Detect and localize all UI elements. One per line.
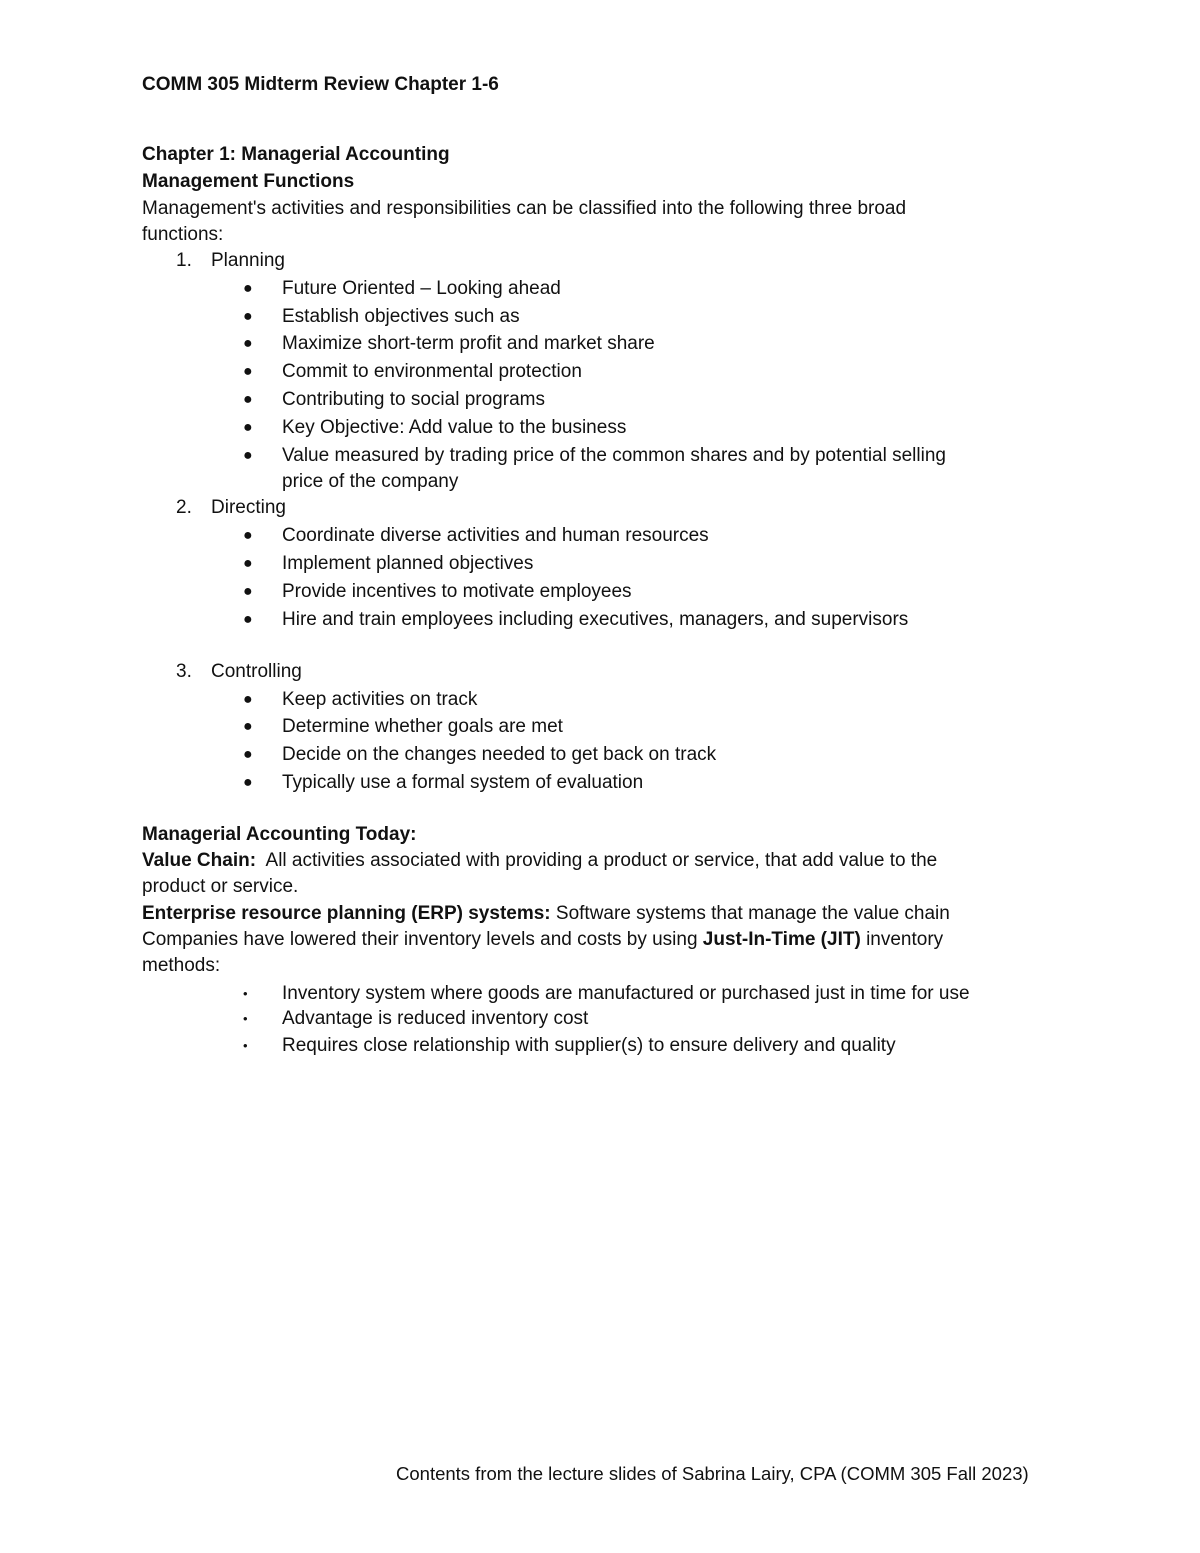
list-item: Implement planned objectives [282,553,534,574]
list-item: Advantage is reduced inventory cost [282,1008,589,1029]
erp-definition: Software systems that manage the value chain [550,903,950,924]
list-number: 1. [176,250,192,271]
list-item: Value measured by trading price of the common shares and by potential selling [282,445,946,466]
erp-line [142,901,950,927]
jit-line [142,927,943,953]
bullet-icon: ● [243,718,253,735]
list-item: Maximize short-term profit and market share [282,333,655,354]
value-chain-definition: All activities associated with providing a product or service, that add value to the [256,850,938,871]
list-item: Commit to environmental protection [282,361,582,382]
list-item: Decide on the changes needed to get back on track [282,744,717,765]
intro-text-line-1: Management's activities and responsibilities can be classified into the following three broad [142,198,907,219]
bullet-icon: ● [243,611,253,628]
bullet-icon: ● [243,691,253,708]
list-item: Contributing to social programs [282,389,545,410]
bullet-icon: ● [243,583,253,600]
bullet-icon: ● [243,447,253,464]
today-heading: Managerial Accounting Today: [142,824,417,845]
function-name-planning: Planning [211,250,285,271]
list-item: Requires close relationship with supplier(s) to ensure delivery and quality [282,1035,896,1056]
bullet-icon: ● [243,391,253,408]
bullet-icon: ● [243,527,253,544]
bullet-icon: ● [243,774,253,791]
jit-line-2: methods: [142,955,221,976]
bullet-icon: ● [243,280,253,297]
bullet-icon: ● [243,419,253,436]
list-number: 2. [176,497,192,518]
list-item: Future Oriented – Looking ahead [282,278,561,299]
bullet-icon: • [243,986,248,1001]
function-name-directing: Directing [211,497,286,518]
bullet-icon: ● [243,555,253,572]
erp-term: Enterprise resource planning (ERP) systems: [142,903,551,924]
function-name-controlling: Controlling [211,661,302,682]
bullet-icon: ● [243,308,253,325]
intro-text-line-2: functions: [142,224,224,245]
value-chain-line [142,848,937,874]
jit-text-before: Companies have lowered their inventory levels and costs by using [142,929,703,950]
list-item: Coordinate diverse activities and human resources [282,525,709,546]
list-item: Typically use a formal system of evaluation [282,772,644,793]
page-footer: Contents from the lecture slides of Sabrina Lairy, CPA (COMM 305 Fall 2023) [396,1463,1029,1484]
bullet-icon: • [243,1038,248,1053]
bullet-icon: ● [243,363,253,380]
bullet-icon: ● [243,746,253,763]
jit-text-after: inventory [860,929,944,950]
document-title: COMM 305 Midterm Review Chapter 1-6 [142,74,499,95]
list-number: 3. [176,661,192,682]
list-item: Inventory system where goods are manufactured or purchased just in time for use [282,983,970,1004]
bullet-icon: ● [243,335,253,352]
list-item-continuation: price of the company [282,471,459,492]
section-heading: Management Functions [142,171,355,192]
jit-term: Just-In-Time (JIT) [702,929,861,950]
list-item: Provide incentives to motivate employees [282,581,632,602]
chapter-heading: Chapter 1: Managerial Accounting [142,144,450,165]
list-item: Keep activities on track [282,689,478,710]
list-item: Establish objectives such as [282,306,520,327]
value-chain-definition-line-2: product or service. [142,876,299,897]
list-item: Determine whether goals are met [282,716,563,737]
bullet-icon: • [243,1011,248,1026]
list-item: Key Objective: Add value to the business [282,417,627,438]
list-item: Hire and train employees including executives, managers, and supervisors [282,609,909,630]
value-chain-term: Value Chain: [142,850,257,871]
